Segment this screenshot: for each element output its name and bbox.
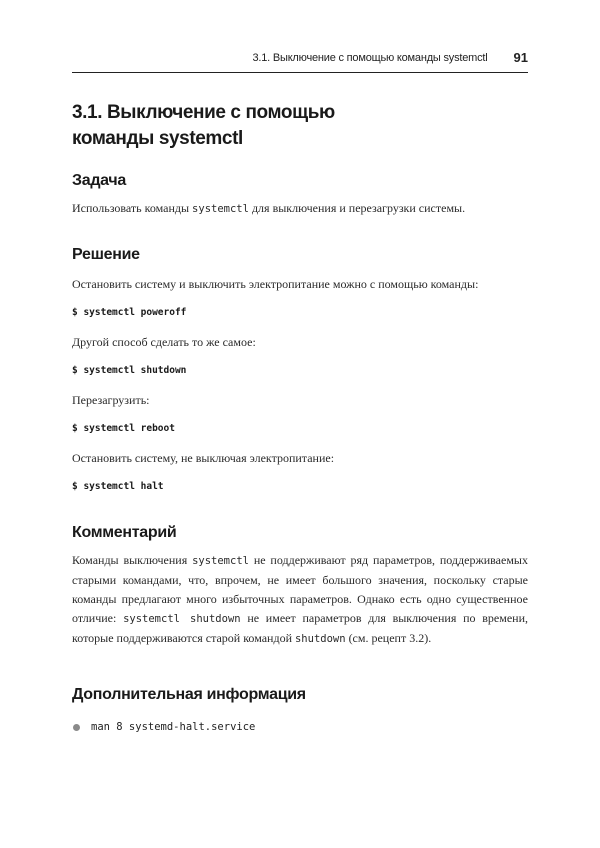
- book-page: [72, 0, 528, 848]
- command-shutdown: $ systemctl shutdown: [72, 365, 187, 376]
- command-poweroff: $ systemctl poweroff: [72, 307, 187, 318]
- task-text-before: Использовать команды: [72, 201, 193, 215]
- comment-text-3: не имеет параметров для выключения по времени, которые поддерживаются старой командой: [72, 611, 529, 645]
- more-info-heading: Дополнительная информация: [72, 686, 306, 703]
- section-title-line-1: 3.1. Выключение с помощью: [72, 102, 335, 123]
- section-title-line-2: команды systemctl: [72, 128, 243, 149]
- command-reboot: $ systemctl reboot: [72, 423, 175, 434]
- more-info-item-text: man 8 systemd-halt.service: [91, 721, 256, 733]
- solution-heading: Решение: [72, 246, 140, 263]
- task-text-after: для выключения и перезагрузки системы.: [248, 201, 466, 215]
- comment-code-2: systemctl shutdown: [123, 613, 241, 625]
- running-header: [72, 50, 528, 73]
- solution-paragraph-3: Перезагрузить:: [72, 393, 150, 407]
- comment-code-3: shutdown: [294, 633, 346, 645]
- bullet-icon: [73, 724, 80, 731]
- task-paragraph: [72, 199, 528, 219]
- comment-paragraph: [72, 551, 528, 649]
- more-info-list-item: [72, 719, 255, 735]
- solution-paragraph-4: Остановить систему, не выключая электропитание:: [72, 451, 335, 465]
- task-code: systemctl: [192, 203, 249, 215]
- page-number: 91: [513, 50, 528, 65]
- task-heading: Задача: [72, 172, 126, 189]
- section-title: [72, 100, 528, 152]
- solution-paragraph-2: Другой способ сделать то же самое:: [72, 335, 256, 349]
- command-halt: $ systemctl halt: [72, 481, 164, 492]
- comment-text-4: (см. рецепт 3.2).: [345, 631, 432, 645]
- comment-code-1: systemctl: [192, 555, 249, 567]
- running-title: 3.1. Выключение с помощью команды systemctl: [252, 52, 488, 64]
- comment-heading: Комментарий: [72, 524, 177, 541]
- comment-text-1: Команды выключения: [72, 553, 193, 567]
- comment-text-2: не поддерживают ряд параметров, поддерживаемых старыми командами, что, впрочем, не имеет большого значения, поскольку старые команды предлагают много избыточных параметров. Однако есть одно существенное отличие:: [72, 553, 528, 625]
- solution-paragraph-1: Остановить систему и выключить электропитание можно с помощью команды:: [72, 277, 479, 291]
